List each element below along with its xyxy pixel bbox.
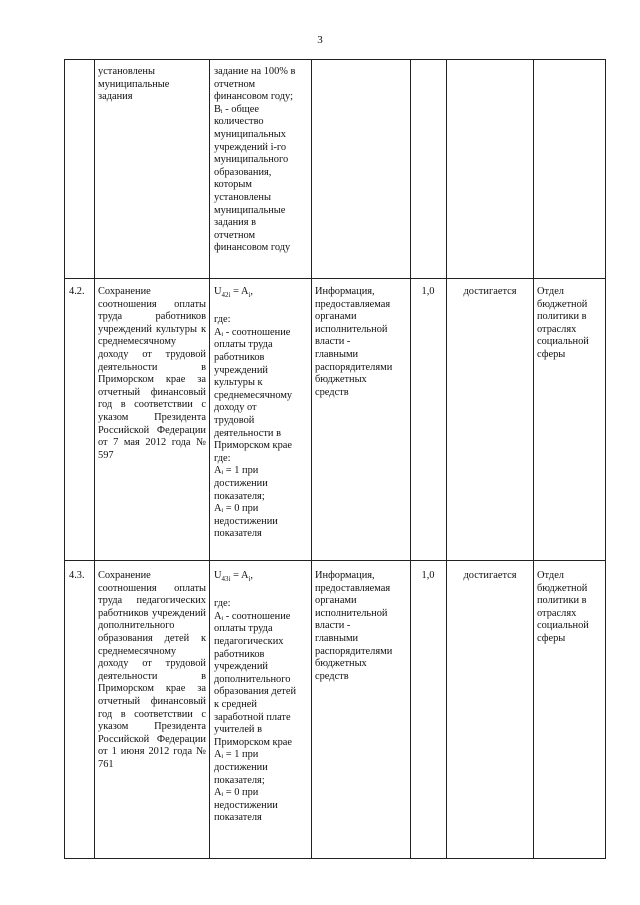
- col-divider-1: [94, 60, 95, 858]
- row-4-3-formula: $U_{43i} = A_i$, где: Aᵢ - соотношение оплаты труда педагогических работников учреждений дополнительного образования детей к средней заработной плате учителей в Приморском крае Aᵢ = 1 при достижении показателя; Aᵢ = 0 при недостижении показателя: [214, 570, 297, 824]
- row-4-3-indicator: Сохранение соотношения оплаты труда педагогических работников учреждений дополнительного образования детей к среднемесячному доходу от трудовой деятельности в Приморском крае за отчетный финансовый год в соответствии с указом Президента Российской Федерации от 1 июня 2012 года № 761: [98, 570, 206, 770]
- indicators-table: [64, 59, 606, 859]
- row-4-2-source: Информация, предоставляемая органами исполнительной власти - главными распорядителями бюджетных средств: [315, 286, 393, 398]
- col-divider-4: [410, 60, 411, 858]
- row-divider-1: [65, 278, 605, 279]
- row-4-3-status: достигается: [463, 570, 517, 581]
- row-4-3-source: Информация, предоставляемая органами исполнительной власти - главными распорядителями бюджетных средств: [315, 570, 393, 682]
- row-4-2-status: достигается: [463, 286, 517, 297]
- top-row-formula: задание на 100% в отчетном финансовом году; Bᵢ - общее количество муниципальных учреждений i-го муниципального образования, которым установлены муниципальные задания в отчетном финансовом году: [214, 66, 296, 254]
- col-divider-2: [209, 60, 210, 858]
- row-4-3-responsible: Отдел бюджетной политики в отраслях социальной сферы: [537, 570, 589, 644]
- row-4-2-number: 4.2.: [69, 286, 85, 297]
- page-number: 3: [317, 34, 323, 46]
- row-4-3-weight: 1,0: [421, 570, 435, 581]
- col-divider-5: [446, 60, 447, 858]
- row-4-2-formula: $U_{42i} = A_i$, где: Aᵢ - соотношение оплаты труда работников учреждений культуры к среднемесячному доходу от трудовой деятельности в Приморском крае где: Aᵢ = 1 при достижении показателя; Aᵢ = 0 при недостижении показателя: [214, 286, 293, 540]
- col-divider-3: [311, 60, 312, 858]
- top-row-indicator: установлены муниципальные задания: [98, 66, 170, 103]
- row-divider-2: [65, 560, 605, 561]
- row-4-2-weight: 1,0: [421, 286, 435, 297]
- row-4-2-indicator: Сохранение соотношения оплаты труда работников учреждений культуры к среднемесячному доходу от трудовой деятельности в Приморском крае за отчетный финансовый год в соответствии с указом Президента Российской Федерации от 7 мая 2012 года № 597: [98, 286, 206, 461]
- row-4-2-responsible: Отдел бюджетной политики в отраслях социальной сферы: [537, 286, 589, 360]
- row-4-3-number: 4.3.: [69, 570, 85, 581]
- col-divider-6: [533, 60, 534, 858]
